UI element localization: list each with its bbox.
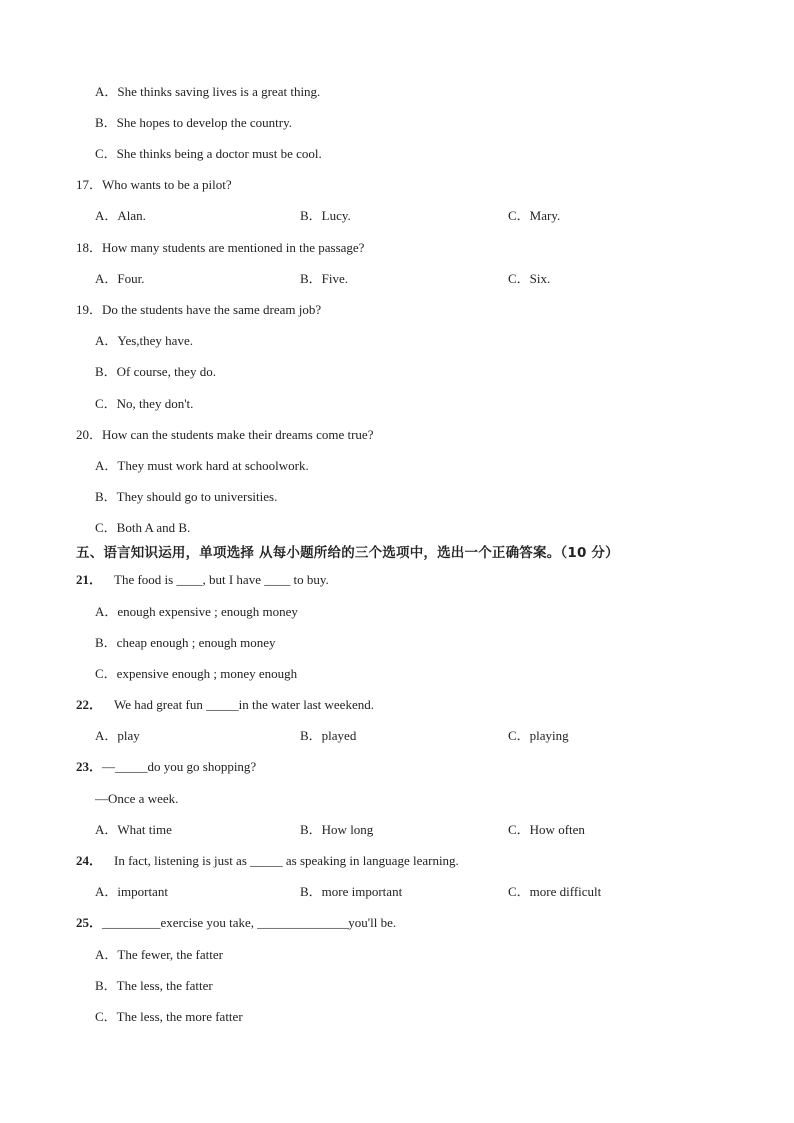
q23-option-b: B．How long [300, 822, 374, 837]
q21-question [76, 572, 329, 588]
q22-number: 22． [76, 697, 103, 712]
q16-option-c: C．She thinks being a doctor must be cool. [95, 146, 322, 161]
q20-option-a: A．They must work hard at schoolwork. [95, 458, 309, 473]
q24-option-a: A．important [95, 884, 168, 899]
q21-option-a: A．enough expensive ; enough money [95, 604, 298, 619]
q21-option-b: B．cheap enough ; enough money [95, 635, 276, 650]
q19-option-b: B．Of course, they do. [95, 364, 216, 379]
q16-option-b: B．She hopes to develop the country. [95, 115, 293, 130]
q20-question: 20．How can the students make their dreams come true? [76, 427, 374, 442]
q18-option-c: C．Six. [508, 271, 551, 286]
q23-question [76, 759, 256, 775]
q23-reply: —Once a week. [95, 791, 179, 806]
q25-option-c: C．The less, the more fatter [95, 1009, 243, 1024]
section-5-title: 五、语言知识运用，单项选择 从每小题所给的三个选项中，选出一个正确答案。（10 分） [76, 545, 619, 561]
q25-number: 25． [76, 915, 103, 930]
q24-option-c: C．more difficult [508, 884, 602, 899]
q22-question [76, 697, 374, 713]
q17-option-b: B．Lucy. [300, 208, 351, 223]
q23-text: —_____do you go shopping? [102, 759, 257, 774]
q22-option-a: A．play [95, 728, 140, 743]
q24-option-b: B．more important [300, 884, 403, 899]
q25-question [76, 915, 396, 931]
q23-option-c: C．How often [508, 822, 585, 837]
q25-option-a: A．The fewer, the fatter [95, 947, 223, 962]
q22-text: We had great fun _____in the water last weekend. [114, 697, 374, 712]
q19-option-a: A．Yes,they have. [95, 333, 193, 348]
q22-option-c: C．playing [508, 728, 569, 743]
q18-option-b: B．Five. [300, 271, 349, 286]
q24-text: In fact, listening is just as _____ as speaking in language learning. [114, 853, 459, 868]
q25-text: _________exercise you take, ______________you'll be. [102, 915, 397, 930]
q17-option-a: A．Alan. [95, 208, 146, 223]
q25-option-b: B．The less, the fatter [95, 978, 213, 993]
q21-option-c: C．expensive enough ; money enough [95, 666, 298, 681]
q18-question: 18．How many students are mentioned in the passage? [76, 240, 365, 255]
q21-number: 21． [76, 572, 103, 587]
q20-option-c: C．Both A and B. [95, 520, 191, 535]
q19-option-c: C．No, they don't. [95, 396, 194, 411]
q18-option-a: A．Four. [95, 271, 145, 286]
q24-number: 24． [76, 853, 103, 868]
q23-number: 23． [76, 759, 103, 774]
q22-option-b: B．played [300, 728, 357, 743]
q20-option-b: B．They should go to universities. [95, 489, 278, 504]
q17-question: 17．Who wants to be a pilot? [76, 177, 232, 192]
q16-option-a: A．She thinks saving lives is a great thing. [95, 84, 321, 99]
q17-option-c: C．Mary. [508, 208, 561, 223]
q21-text: The food is ____, but I have ____ to buy. [114, 572, 329, 587]
q19-question: 19．Do the students have the same dream job? [76, 302, 322, 317]
q23-option-a: A．What time [95, 822, 172, 837]
q24-question [76, 853, 459, 869]
